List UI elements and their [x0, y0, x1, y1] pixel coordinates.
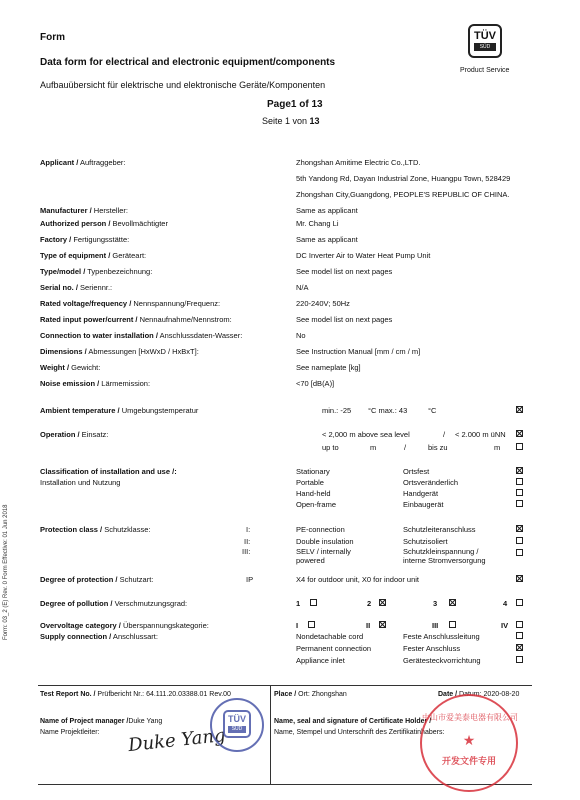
- manufacturer-value: Same as applicant: [296, 206, 358, 215]
- water-connection-value: No: [296, 331, 306, 340]
- supply-label: Supply connection / Anschlussart:: [40, 632, 158, 641]
- classification-checkbox-stationary[interactable]: [516, 467, 523, 474]
- date: Date / Datum: 2020-08-20: [438, 691, 520, 698]
- protection-class-label: Protection class / Schutzklasse:: [40, 525, 151, 534]
- ambient-label: Ambient temperature / Umgebungstemperatur: [40, 406, 199, 415]
- type-model-value: See model list on next pages: [296, 267, 393, 276]
- supply-permanent: Permanent connection: [296, 644, 372, 653]
- product-service-label: Product Service: [460, 67, 510, 74]
- signature: Duke Yang: [127, 724, 227, 757]
- classification-label: Classification of installation and use /:: [40, 467, 177, 476]
- pollution-checkbox-2[interactable]: [379, 599, 386, 606]
- protection-schutzkleinspannung: Schutzkleinspannung /: [403, 547, 479, 556]
- operation-slash: /: [443, 430, 446, 439]
- protection-checkbox-iii[interactable]: [516, 549, 523, 556]
- weight-value: See nameplate [kg]: [296, 363, 361, 372]
- ambient-min: min.: -25: [322, 406, 352, 415]
- classification-checkbox-portable[interactable]: [516, 478, 523, 485]
- classification-einbaugeraet: Einbaugerät: [403, 500, 444, 509]
- pollution-checkbox-3[interactable]: [449, 599, 456, 606]
- overvoltage-ii-label: II: [366, 621, 371, 630]
- page-number-en: Page1 of 13: [267, 99, 323, 110]
- operation-label: Operation / Einsatz:: [40, 430, 109, 439]
- supply-appliance-inlet: Appliance inlet: [296, 656, 345, 665]
- dimensions-value: See Instruction Manual [mm / cm / m]: [296, 347, 421, 356]
- protection-class-i: I:: [246, 525, 251, 534]
- overvoltage-checkbox-iii[interactable]: [449, 621, 456, 628]
- classification-label-de: Installation und Nutzung: [40, 478, 121, 487]
- factory-value: Same as applicant: [296, 235, 358, 244]
- pollution-checkbox-4[interactable]: [516, 599, 523, 606]
- classification-ortsveraenderlich: Ortsveränderlich: [403, 478, 459, 487]
- classification-ortsfest: Ortsfest: [403, 467, 430, 476]
- tuv-stamp-icon: TÜV SÜD: [210, 698, 264, 752]
- company-seal-icon: 中山市爱美泰电器有限公司 ★ 开发文件专用: [420, 694, 518, 792]
- operation-m2: m: [494, 443, 501, 452]
- overvoltage-checkbox-ii[interactable]: [379, 621, 386, 628]
- applicant-address-2: Zhongshan City,Guangdong, PEOPLE'S REPUBLIC OF CHINA.: [296, 190, 510, 199]
- degree-protection-label: Degree of protection / Schutzart:: [40, 575, 154, 584]
- operation-bis-zu: bis zu: [428, 443, 448, 452]
- applicant-value: Zhongshan Amitime Electric Co.,LTD.: [296, 158, 421, 167]
- project-manager: Name of Project manager /Duke Yang: [40, 718, 163, 725]
- pollution-checkbox-1[interactable]: [310, 599, 317, 606]
- supply-feste-anschlussleitung: Feste Anschlussleitung: [403, 632, 480, 641]
- tuv-logo-icon: TÜV SÜD: [468, 24, 502, 58]
- noise-emission-value: <70 [dB(A)]: [296, 379, 335, 388]
- overvoltage-label: Overvoltage category / Überspannungskategorie:: [40, 621, 209, 630]
- supply-checkbox-inlet[interactable]: [516, 656, 523, 663]
- degree-protection-value: X4 for outdoor unit, X0 for indoor unit: [296, 575, 419, 584]
- operation-up-to: up to: [322, 443, 339, 452]
- ambient-max: °C max.: 43: [368, 406, 408, 415]
- place: Place / Ort: Zhongshan: [274, 691, 347, 698]
- operation-option-b: < 2.000 m üNN: [455, 430, 506, 439]
- rated-voltage-value: 220-240V; 50Hz: [296, 299, 350, 308]
- pollution-3-label: 3: [433, 599, 438, 608]
- footer-top-rule: [38, 685, 532, 686]
- protection-selv: SELV / internally: [296, 547, 351, 556]
- overvoltage-checkbox-iv[interactable]: [516, 621, 523, 628]
- supply-fester-anschluss: Fester Anschluss: [403, 644, 461, 653]
- operation-m1: m: [370, 443, 377, 452]
- protection-schutzleiter: Schutzleiteranschluss: [403, 525, 476, 534]
- protection-powered: powered: [296, 556, 325, 565]
- protection-double-insulation: Double insulation: [296, 537, 354, 546]
- overvoltage-iv-label: IV: [501, 621, 509, 630]
- authorized-person-value: Mr. Chang Li: [296, 219, 339, 228]
- pollution-4-label: 4: [503, 599, 508, 608]
- equipment-type-value: DC Inverter Air to Water Heat Pump Unit: [296, 251, 431, 260]
- supply-checkbox-nondetachable[interactable]: [516, 632, 523, 639]
- pollution-2-label: 2: [367, 599, 372, 608]
- protection-schutzisoliert: Schutzisoliert: [403, 537, 448, 546]
- operation-checkbox-a[interactable]: [516, 430, 523, 437]
- page-number-de: Seite 1 von 13: [262, 116, 320, 126]
- ambient-unit: °C: [428, 406, 437, 415]
- operation-slash2: /: [404, 443, 407, 452]
- classification-stationary: Stationary: [296, 467, 330, 476]
- classification-portable: Portable: [296, 478, 324, 487]
- protection-pe-connection: PE-connection: [296, 525, 345, 534]
- side-form-text: Form: 03_2 (E) Rev. 0 Form Effective: 01 Jun 2018: [3, 504, 9, 640]
- operation-checkbox-b[interactable]: [516, 443, 523, 450]
- serial-no-value: N/A: [296, 283, 309, 292]
- pollution-label: Degree of pollution / Verschmutzungsgrad:: [40, 599, 188, 608]
- classification-checkbox-open-frame[interactable]: [516, 500, 523, 507]
- form-label: Form: [40, 32, 65, 43]
- applicant-address-1: 5th Yandong Rd, Dayan Industrial Zone, Huangpu Town, 528429: [296, 174, 511, 183]
- overvoltage-checkbox-i[interactable]: [308, 621, 315, 628]
- classification-hand-held: Hand-held: [296, 489, 331, 498]
- supply-nondetachable: Nondetachable cord: [296, 632, 364, 641]
- protection-class-iii: III:: [242, 547, 251, 556]
- footer-divider: [270, 685, 271, 785]
- classification-checkbox-hand-held[interactable]: [516, 489, 523, 496]
- protection-checkbox-i[interactable]: [516, 525, 523, 532]
- operation-option-a: < 2,000 m above sea level: [322, 430, 410, 439]
- supply-checkbox-permanent[interactable]: [516, 644, 523, 651]
- protection-checkbox-ii[interactable]: [516, 537, 523, 544]
- classification-handgeraet: Handgerät: [403, 489, 439, 498]
- cert-holder-label-de: Name, Stempel und Unterschrift des Zertifikatinhabers:: [274, 729, 445, 736]
- degree-protection-checkbox[interactable]: [516, 575, 523, 582]
- overvoltage-i-label: I: [296, 621, 299, 630]
- document-subtitle: Aufbauübersicht für elektrische und elektronische Geräte/Komponenten: [40, 80, 326, 90]
- ambient-checkbox[interactable]: [516, 406, 523, 413]
- project-manager-de: Name Projektleiter:: [40, 729, 100, 736]
- protection-interne-stromversorgung: interne Stromversorgung: [403, 556, 486, 565]
- protection-class-ii: II:: [244, 537, 251, 546]
- pollution-1-label: 1: [296, 599, 301, 608]
- document-title: Data form for electrical and electronic equipment/components: [40, 57, 336, 68]
- report-no: Test Report No. / Prüfbericht Nr.: 64.111.20.03388.01 Rev.00: [40, 691, 231, 698]
- cert-holder-label: Name, seal and signature of Certificate Holder /: [274, 718, 432, 725]
- supply-geraetesteckvorrichtung: Gerätesteckvorrichtung: [403, 656, 481, 665]
- degree-protection-ip: IP: [246, 575, 254, 584]
- overvoltage-iii-label: III: [432, 621, 439, 630]
- rated-input-value: See model list on next pages: [296, 315, 393, 324]
- classification-open-frame: Open-frame: [296, 500, 337, 509]
